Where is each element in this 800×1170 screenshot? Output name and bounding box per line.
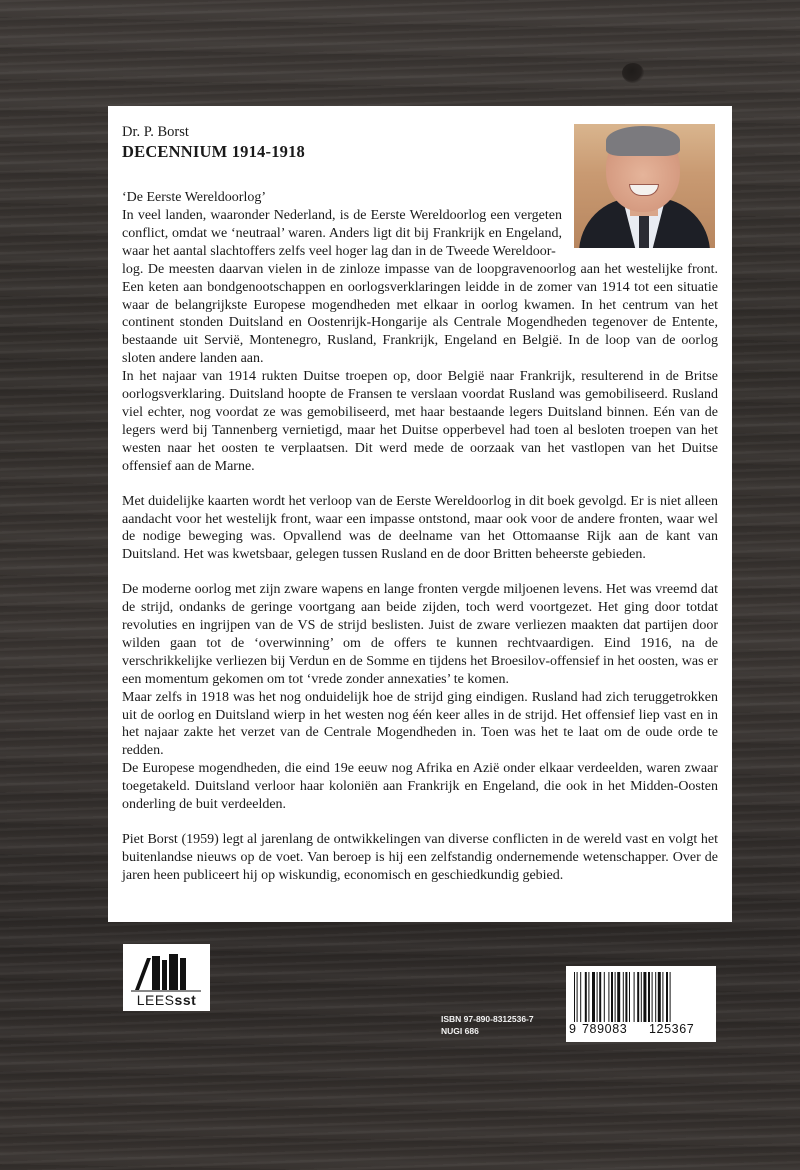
paragraph-intro: log. De meesten daarvan vielen in de zinloze impasse van de loopgravenoorlog aan het westelijke front. Een keten aan bondgenootschappen en oorlogsverklaringen leidde in de zomer van 1914 tot een situatie waar de belangrijkste Europese mogendheden met elkaar in oorlog kwamen. In het centrum van het continent stonden Duitsland en Oostenrijk-Hongarije als Centrale Mogendheden tegenover de Entente, bestaande uit Servië, Montenegro, Rusland, Frankrijk, Engeland en België. In de loop van de oorlog sloten andere landen aan. [122,261,718,367]
publisher-name: LEESsst [136,992,197,1008]
isbn-block [441,1013,534,1037]
paragraph-modern-war: De moderne oorlog met zijn zware wapens en lange fronten vergde miljoenen levens. Het was vreemd dat de strijd, ondanks de geringe voortgang aan beide zijden, toch werd voortgezet. Het ging door totdat revoluties en ingrijpen van de VS de strijd beslisten. Juist de zware verliezen maakten dat partijen door wilden gaan tot de ‘overwinning’ om de offers te kunnen rechtvaardigen. Eind 1916, na de verschrikkelijke verliezen bij Verdun en de Somme en tijdens het Broesilov-offensief in het oosten, was er een momentum gekomen om tot ‘vrede zonder annexaties’ te komen. [122,582,718,687]
books-logo-icon [123,944,210,994]
paragraph-intro-top: In veel landen, waaronder Nederland, is de Eerste Wereldoorlog een vergeten conflict, omdat we ‘neutraal’ waren. Anders ligt dit bij Frankrijk en Engeland, waar het aantal slachtoffers zelfs veel hoger lag dan in de Tweede Wereldoor- [122,208,562,259]
nugi-code: NUGI 686 [441,1026,479,1036]
book-subtitle: ‘De Eerste Wereldoorlog’ [122,190,266,205]
isbn-number: ISBN 97-890-8312536-7 [441,1014,534,1024]
paragraph-author-bio: Piet Borst (1959) legt al jarenlang de ontwikkelingen van diverse conflicten in de wereld vast en volgt het buitenlandse nieuws op de voet. Van beroep is hij een zelfstandig ondernemende wetenschapper. Over de jaren heen publiceert hij op wiskundig, economisch en geschiedkundig gebied. [122,832,718,883]
back-cover-text-panel [108,106,732,922]
barcode-bars [574,972,710,1024]
paragraph-powers: De Europese mogendheden, die eind 19e eeuw nog Afrika en Azië onder elkaar verdeelden, waren zwaar toegetakeld. Duitsland verloor haar koloniën aan Frankrijk en Engeland, die ook in het Midden-Oosten onderling de buit verdeelden. [122,761,718,813]
publisher-logo [123,944,210,1011]
author-photo [574,124,715,248]
paragraph-maps: Met duidelijke kaarten wordt het verloop van de Eerste Wereldoorlog in dit boek gevolgd. Er is niet alleen aandacht voor het westelijk front, waar een impasse ontstond, maar ook voor de andere fronten, waar wel de nodige beweging was. Opvallend was de deelname van het Ottomaanse Rijk aan de kant van Duitsland. Het was kwetsbaar, gelegen tussen Rusland en de door Britten beheerste gebieden. [122,493,718,563]
blurb-text [122,207,718,885]
author-name: Dr. P. Borst [122,124,189,140]
paragraph-1914: In het najaar van 1914 rukten Duitse troepen op, door België naar Frankrijk, resulterend in de Britse oorlogsverklaring. Duitsland hoopte de Fransen te verslaan voordat Rusland was gemobiliseerd. Rusland viel echter, nog voordat ze was gemobiliseerd, met haar bestaande legers Duitsland binnen. Eén van de legers werd bij Tannenberg vernietigd, maar het Duitse opperbevel had toen al besloten troepen van het westen naar het oosten te verplaatsen. Dit werd mede de oorzaak van het vastlopen van het Duitse offensief aan de Marne. [122,369,718,474]
wood-knot [622,63,644,83]
barcode: 9 789083 125367 [566,966,716,1042]
paragraph-1918: Maar zelfs in 1918 was het nog onduidelijk hoe de strijd ging eindigen. Rusland had zich teruggetrokken uit de oorlog en Duitsland wierp in het westen nog één keer alles in de strijd. Het offensief liep vast en in het najaar zakte het verzet van de Centrale Mogendheden in. Toen was het te laat om de oude orde te redden. [122,689,718,759]
book-title: DECENNIUM 1914-1918 [122,142,306,161]
